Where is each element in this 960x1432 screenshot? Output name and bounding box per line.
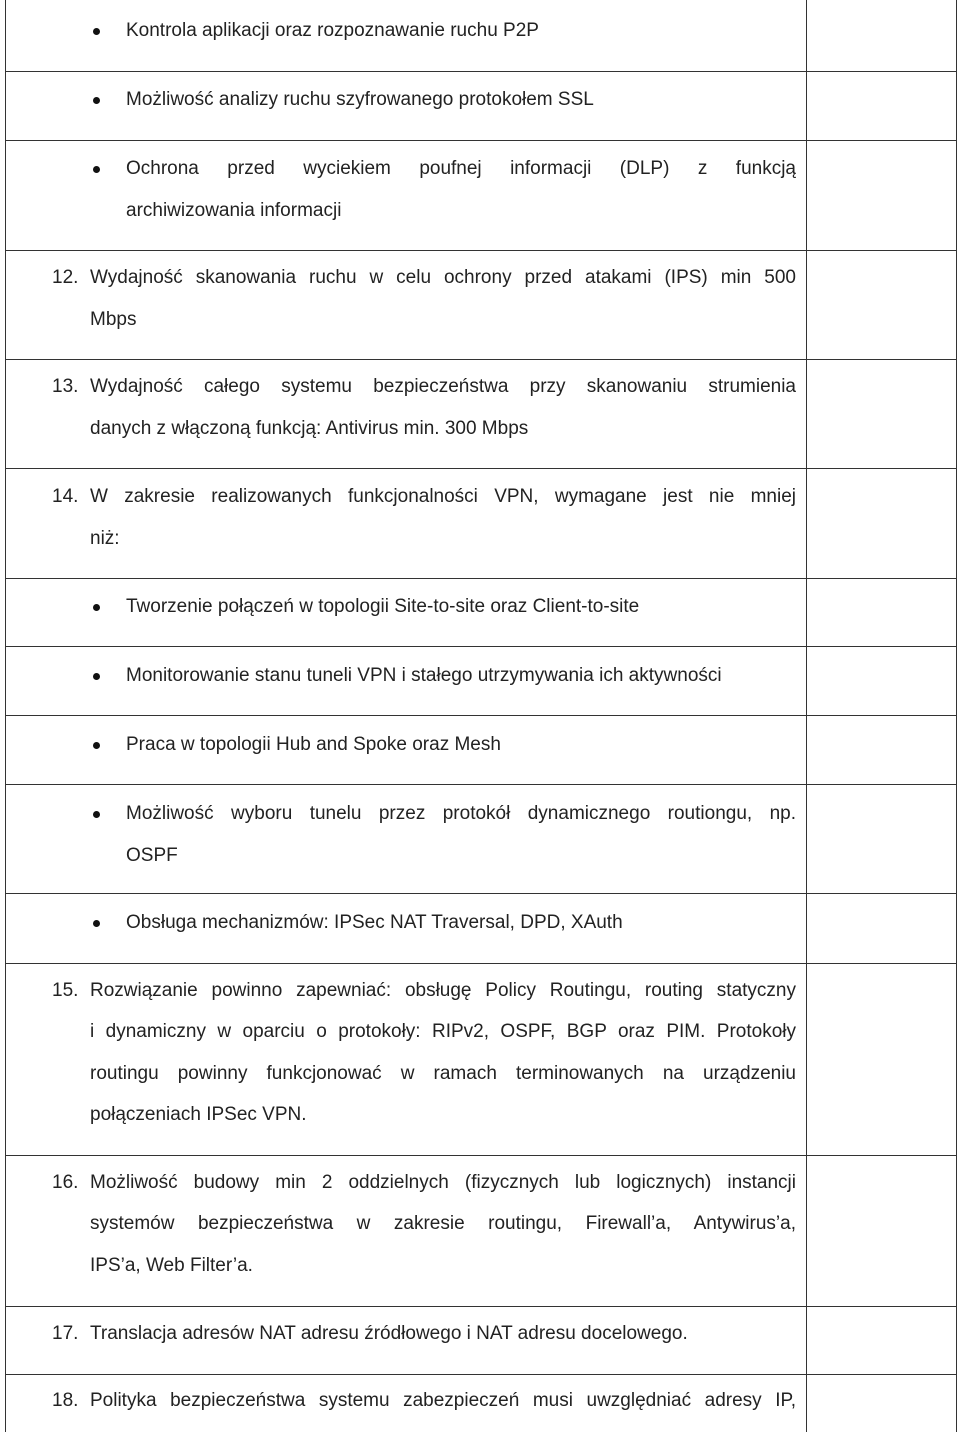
item-text: systemów bezpieczeństwa w zakresie routingu, Firewall’a, Antywirus’a, [90, 1213, 796, 1234]
bullet-icon [93, 28, 100, 35]
row-divider [5, 250, 957, 251]
row-divider [5, 468, 957, 469]
list-item-text: Praca w topologii Hub and Spoke oraz Mesh [126, 734, 501, 755]
item-text: i dynamiczny w oparciu o protokoły: RIPv2, OSPF, BGP oraz PIM. Protokoły [90, 1021, 796, 1042]
row-divider [5, 715, 957, 716]
list-item-text: Możliwość wyboru tunelu przez protokół dynamicznego routiongu, np. [126, 803, 796, 824]
item-number: 13. [52, 376, 79, 397]
item-text: danych z włączoną funkcją: Antivirus min. 300 Mbps [90, 418, 529, 439]
list-item-text: Tworzenie połączeń w topologii Site-to-site oraz Client-to-site [126, 596, 640, 617]
list-item-text: Kontrola aplikacji oraz rozpoznawanie ruchu P2P [126, 20, 539, 41]
item-number: 15. [52, 980, 79, 1001]
item-number: 12. [52, 267, 79, 288]
item-text: Możliwość budowy min 2 oddzielnych (fizycznych lub logicznych) instancji [90, 1172, 796, 1193]
item-text: Polityka bezpieczeństwa systemu zabezpieczeń musi uwzględniać adresy IP, [90, 1390, 796, 1411]
list-item-text: archiwizowania informacji [126, 200, 342, 221]
list-item-text: Obsługa mechanizmów: IPSec NAT Traversal, DPD, XAuth [126, 912, 623, 933]
item-text: IPS’a, Web Filter’a. [90, 1255, 253, 1276]
item-text: Mbps [90, 309, 137, 330]
table-column-divider [806, 0, 807, 1432]
bullet-icon [93, 811, 100, 818]
row-divider [5, 1155, 957, 1156]
item-number: 14. [52, 486, 79, 507]
item-text: połączeniach IPSec VPN. [90, 1104, 307, 1125]
item-text: W zakresie realizowanych funkcjonalności VPN, wymagane jest nie mniej [90, 486, 796, 507]
list-item-text: Monitorowanie stanu tuneli VPN i stałego utrzymywania ich aktywności [126, 665, 722, 686]
row-divider [5, 784, 957, 785]
list-item-text: Możliwość analizy ruchu szyfrowanego protokołem SSL [126, 89, 594, 110]
item-number: 17. [52, 1323, 79, 1344]
item-text: Wydajność skanowania ruchu w celu ochrony przed atakami (IPS) min 500 [90, 267, 796, 288]
row-divider [5, 578, 957, 579]
list-item-text: OSPF [126, 845, 178, 866]
row-divider [5, 359, 957, 360]
row-divider [5, 963, 957, 964]
row-divider [5, 140, 957, 141]
bullet-icon [93, 920, 100, 927]
bullet-icon [93, 742, 100, 749]
row-divider [5, 646, 957, 647]
item-number: 18. [52, 1390, 79, 1411]
table-border-left [5, 0, 6, 1432]
row-divider [5, 893, 957, 894]
list-item-text: Ochrona przed wyciekiem poufnej informacji (DLP) z funkcją [126, 158, 796, 179]
row-divider [5, 71, 957, 72]
item-text: Wydajność całego systemu bezpieczeństwa przy skanowaniu strumienia [90, 376, 796, 397]
row-divider [5, 1374, 957, 1375]
item-text: Rozwiązanie powinno zapewniać: obsługę Policy Routingu, routing statyczny [90, 980, 796, 1001]
bullet-icon [93, 604, 100, 611]
item-text: Translacja adresów NAT adresu źródłowego i NAT adresu docelowego. [90, 1323, 688, 1344]
bullet-icon [93, 97, 100, 104]
row-divider [5, 1306, 957, 1307]
bullet-icon [93, 673, 100, 680]
bullet-icon [93, 166, 100, 173]
table-border-right [956, 0, 957, 1432]
item-text: niż: [90, 528, 120, 549]
item-text: routingu powinny funkcjonować w ramach terminowanych na urządzeniu [90, 1063, 796, 1084]
item-number: 16. [52, 1172, 79, 1193]
